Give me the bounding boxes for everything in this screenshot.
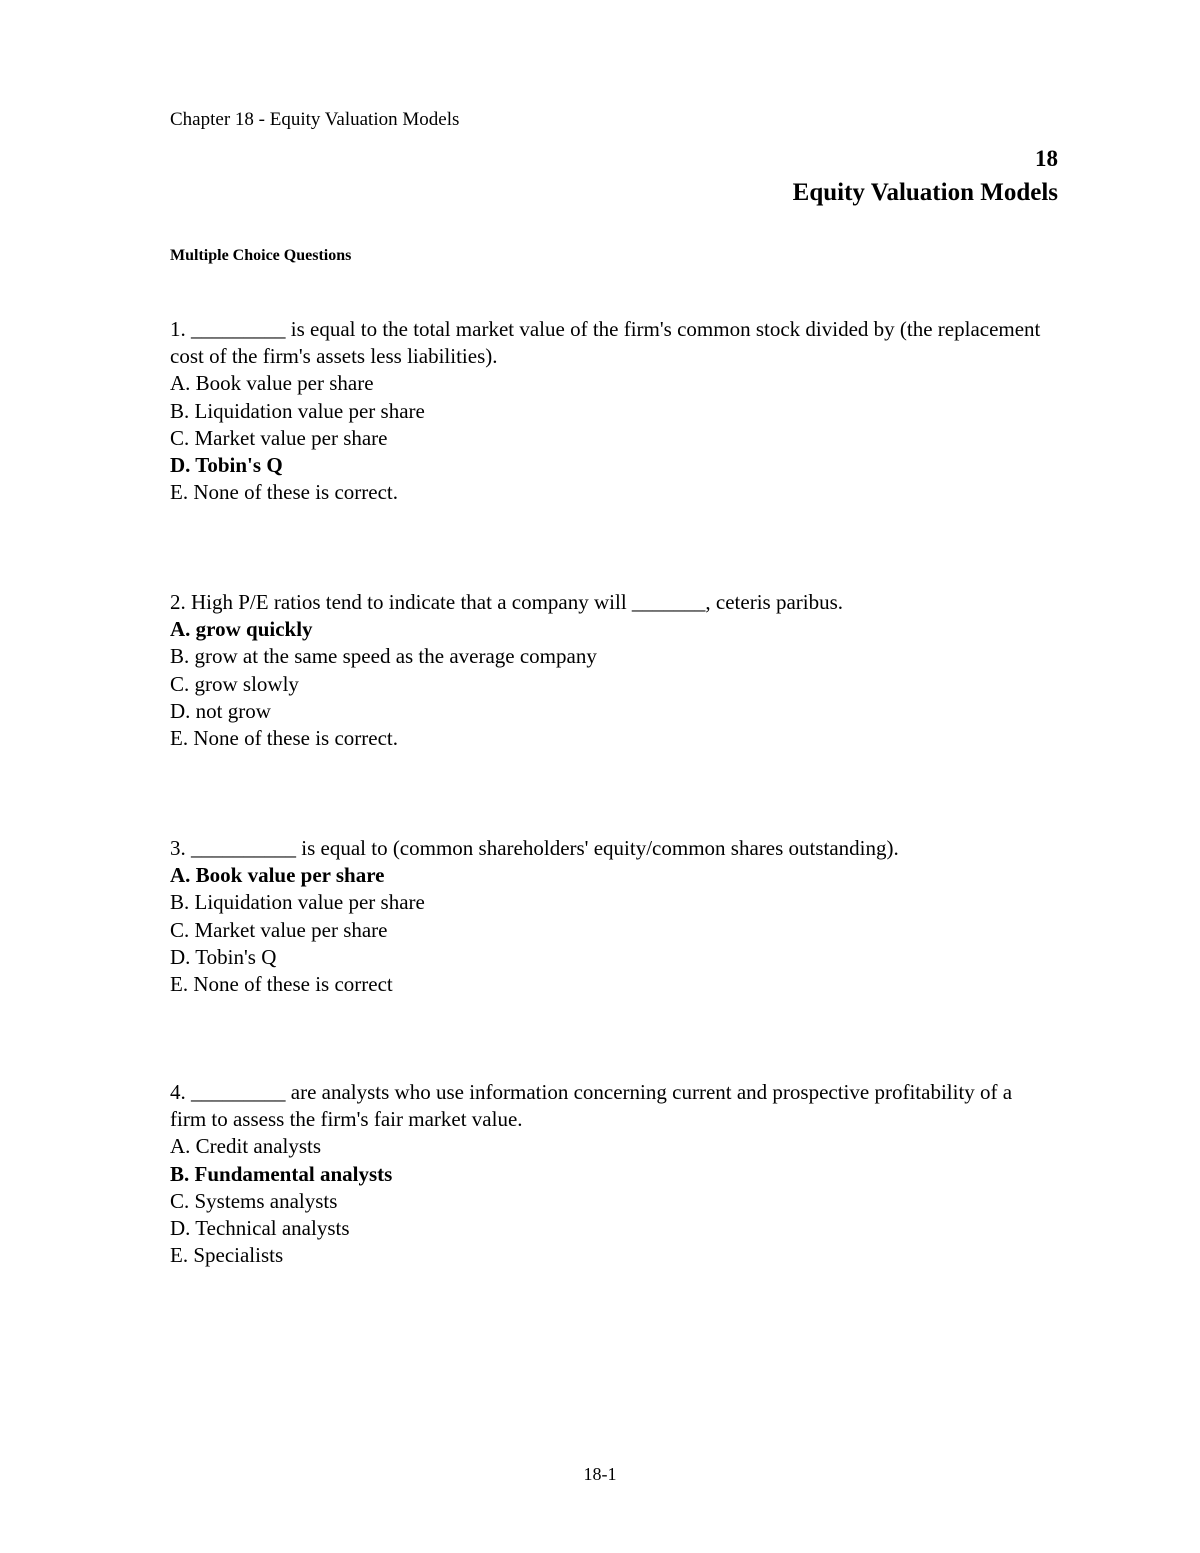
page-number: 18-1: [583, 1464, 617, 1484]
answer-option: D. Tobin's Q: [170, 944, 277, 969]
answer-options: [170, 370, 1050, 506]
answer-option: C. Market value per share: [170, 425, 388, 450]
correct-answer-option: A. Book value per share: [170, 863, 385, 888]
answer-option: B. Liquidation value per share: [170, 398, 425, 423]
correct-answer-option: A. grow quickly: [170, 617, 313, 642]
running-header: Chapter 18 - Equity Valuation Models: [170, 109, 460, 130]
answer-options: [170, 862, 1050, 998]
question-stem: 1. _________ is equal to the total market value of the firm's common stock divided by (the replacement cost of the firm's assets less liabilities).: [170, 317, 1041, 369]
answer-option: D. not grow: [170, 698, 271, 723]
question-1: [170, 316, 1050, 506]
section-heading: Multiple Choice Questions: [170, 247, 352, 264]
answer-option: E. None of these is correct.: [170, 480, 398, 505]
question-3: [170, 835, 1050, 998]
correct-answer-option: B. Fundamental analysts: [170, 1161, 393, 1186]
answer-option: E. None of these is correct: [170, 972, 393, 997]
answer-option: A. Book value per share: [170, 371, 374, 396]
answer-option: C. grow slowly: [170, 671, 299, 696]
answer-option: E. Specialists: [170, 1243, 284, 1268]
answer-option: E. None of these is correct.: [170, 726, 398, 751]
question-stem: 4. _________ are analysts who use information concerning current and prospective profitability of a firm to assess the firm's fair market value.: [170, 1080, 1013, 1132]
chapter-title: Equity Valuation Models: [792, 179, 1058, 206]
question-4: [170, 1079, 1050, 1269]
question-stem: 2. High P/E ratios tend to indicate that a company will _______, ceteris paribus.: [170, 590, 844, 614]
question-2: [170, 589, 1050, 752]
answer-option: C. Systems analysts: [170, 1188, 338, 1213]
chapter-number: 18: [1035, 146, 1058, 171]
correct-answer-option: D. Tobin's Q: [170, 453, 283, 478]
answer-option: A. Credit analysts: [170, 1134, 322, 1159]
answer-option: D. Technical analysts: [170, 1216, 350, 1241]
answer-options: [170, 616, 1050, 752]
question-stem: 3. __________ is equal to (common shareholders' equity/common shares outstanding).: [170, 836, 899, 860]
answer-option: B. grow at the same speed as the average company: [170, 644, 597, 669]
answer-option: C. Market value per share: [170, 917, 388, 942]
answer-option: B. Liquidation value per share: [170, 890, 425, 915]
answer-options: [170, 1133, 1050, 1269]
chapter-heading: [793, 144, 1058, 210]
